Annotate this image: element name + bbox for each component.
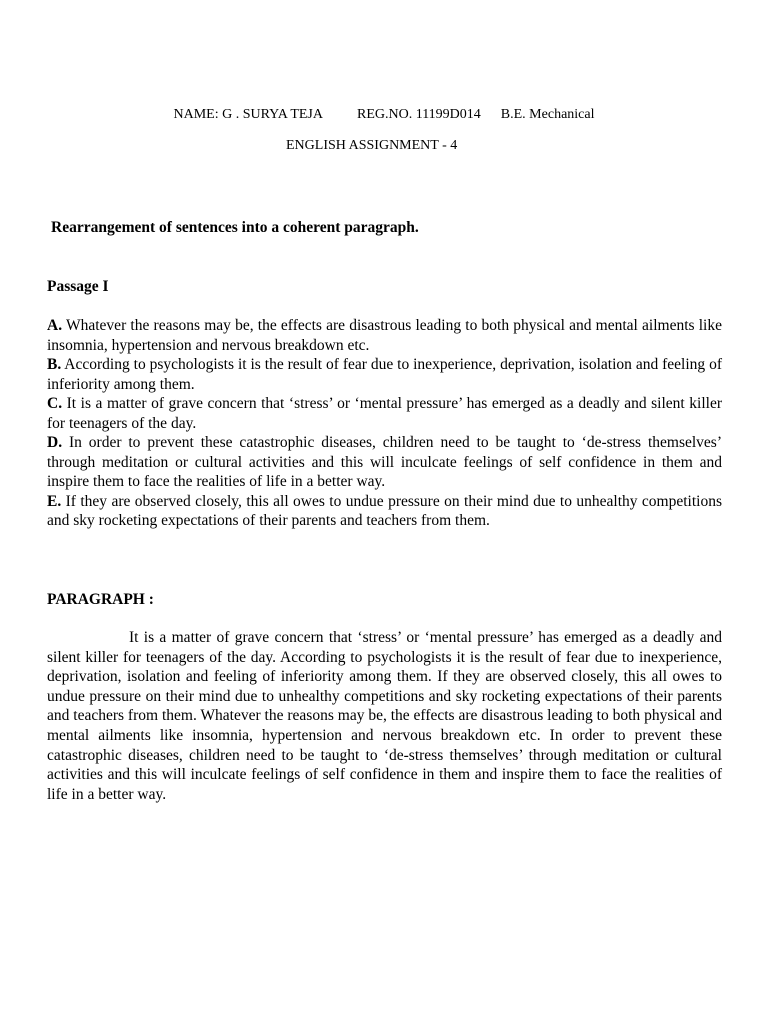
sentence-letter: D. xyxy=(47,434,63,451)
sentence-c xyxy=(47,394,722,433)
registration-number: REG.NO. 11199D014 xyxy=(357,107,481,122)
paragraph-heading: PARAGRAPH : xyxy=(47,591,154,608)
sentence-text: If they are observed closely, this all owes to undue pressure on their mind due to unhealthy competitions and sky rocketing expectations of their parents and teachers from them. xyxy=(47,492,722,529)
paragraph-body: It is a matter of grave concern that ‘stress’ or ‘mental pressure’ has emerged as a deadly and silent killer for teenagers of the day. According to psychologists it is the result of fear due to inexperience, deprivation, isolation and feeling of inferiority among them. If they are observed closely, this all owes to undue pressure on their mind due to unhealthy competitions and sky rocketing expectations of their parents and teachers from them. Whatever the reasons may be, the effects are disastrous leading to both physical and mental ailments like insomnia, hypertension and nervous breakdown etc. In order to prevent these catastrophic diseases, children need to be taught to ‘de-stress themselves’ through meditation or cultural activities and this will inculcate feelings of self confidence in them and inspire them to face the realities of life in a better way. xyxy=(47,629,722,803)
sentence-letter: C. xyxy=(47,395,63,412)
sentence-letter: E. xyxy=(47,492,62,510)
student-info-line xyxy=(0,107,768,123)
passage-sentences xyxy=(47,316,722,531)
sentence-text: Whatever the reasons may be, the effects are disastrous leading to both physical and mental ailments like insomnia, hypertension and nervous breakdown etc. xyxy=(47,317,722,354)
student-name: NAME: G . SURYA TEJA xyxy=(173,107,323,122)
section-heading: Rearrangement of sentences into a coherent paragraph. xyxy=(51,219,419,236)
sentence-text: In order to prevent these catastrophic diseases, children need to be taught to ‘de-stress themselves’ through meditation or cultural activities and this will inculcate feelings of self confidence in them and inspire them to face the realities of life in a better way. xyxy=(47,434,722,490)
course-name: B.E. Mechanical xyxy=(500,107,595,122)
passage-heading: Passage I xyxy=(47,278,109,295)
sentence-d xyxy=(47,433,722,492)
sentence-e xyxy=(47,492,722,531)
sentence-a xyxy=(47,316,722,355)
sentence-text: It is a matter of grave concern that ‘stress’ or ‘mental pressure’ has emerged as a deadly and silent killer for teenagers of the day. xyxy=(47,395,722,432)
sentence-letter: A. xyxy=(47,317,63,334)
sentence-text: According to psychologists it is the result of fear due to inexperience, deprivation, isolation and feeling of inferiority among them. xyxy=(47,356,722,393)
sentence-b xyxy=(47,355,722,394)
assignment-title: ENGLISH ASSIGNMENT - 4 xyxy=(286,138,458,153)
sentence-letter: B. xyxy=(47,356,62,373)
